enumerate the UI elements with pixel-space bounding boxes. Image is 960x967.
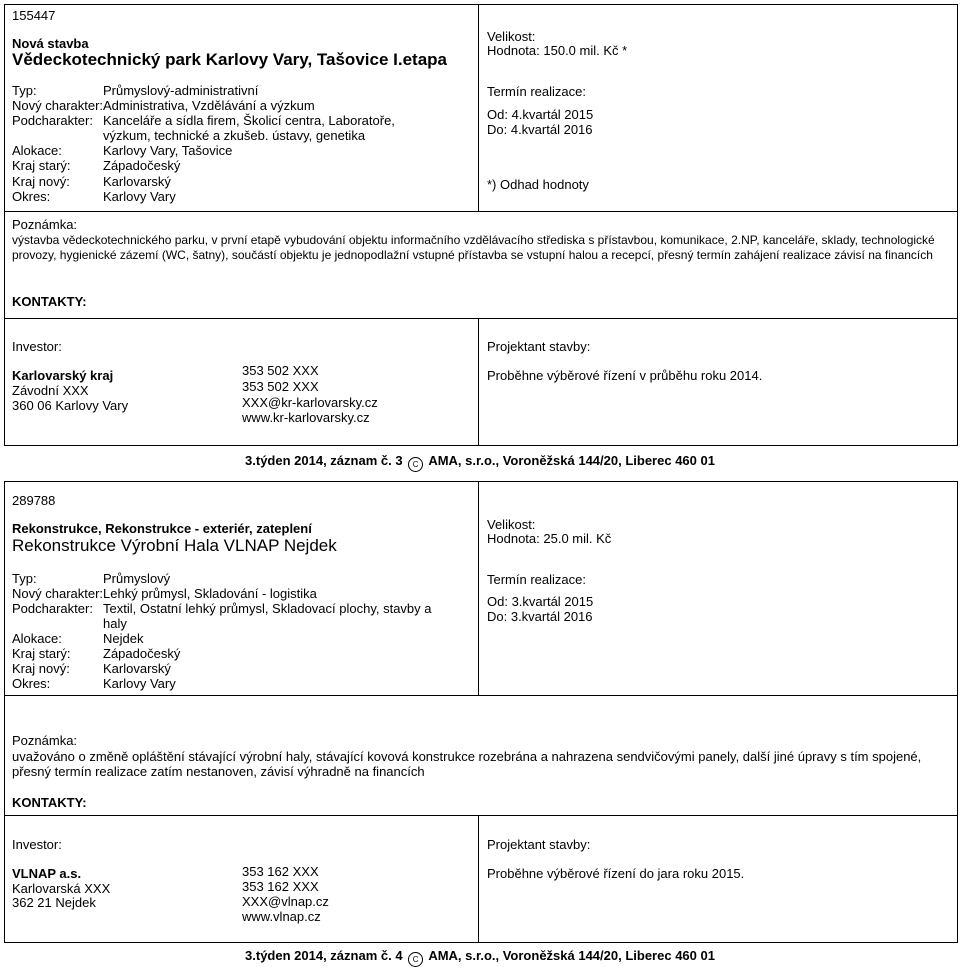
poznamka-label: Poznámka:	[12, 733, 78, 748]
termin-label: Termín realizace:	[487, 84, 586, 99]
termin-label: Termín realizace:	[487, 572, 586, 587]
investor-address-street: Závodní XXX	[12, 383, 89, 398]
typ-value: Průmyslový	[103, 571, 171, 586]
podcharakter-value-line1: Textil, Ostatní lehký průmysl, Skladovací plochy, stavby a	[103, 601, 432, 616]
investor-address-street: Karlovarská XXX	[12, 881, 111, 896]
okres-label: Okres:	[12, 676, 51, 691]
typ-label: Typ:	[12, 571, 37, 586]
novy-charakter-label: Nový charakter:	[12, 98, 104, 113]
okres-value: Karlovy Vary	[103, 189, 176, 204]
kraj-stary-value: Západočeský	[103, 646, 181, 661]
projektant-label: Projektant stavby:	[487, 837, 591, 852]
copyright-icon: C	[408, 952, 423, 967]
projektant-value: Proběhne výběrové řízení do jara roku 2015.	[487, 866, 745, 881]
alokace-label: Alokace:	[12, 143, 62, 158]
kraj-novy-value: Karlovarský	[103, 661, 171, 676]
poznamka-text: uvažováno o změně opláštění stávající výrobní haly, stávající kovová konstrukce rozebrána a nahrazena sendvičovými panely, další jiné úpravy s tím spojené, přesný termín realizace zatím nestanoven, závisí výhradně na financích	[12, 749, 922, 779]
projektant-value: Proběhne výběrové řízení v průběhu roku 2014.	[487, 368, 763, 383]
kraj-stary-label: Kraj starý:	[12, 646, 71, 661]
kraj-stary-label: Kraj starý:	[12, 158, 71, 173]
kraj-novy-label: Kraj nový:	[12, 174, 70, 189]
footer-company: AMA, s.r.o., Voroněžská 144/20, Liberec 460 01	[428, 948, 715, 963]
kraj-novy-label: Kraj nový:	[12, 661, 70, 676]
podcharakter-value-line2: haly	[103, 616, 127, 631]
investor-website[interactable]: www.kr-karlovarsky.cz	[242, 410, 370, 425]
typ-value: Průmyslový-administrativní	[103, 83, 259, 98]
record-subtitle: Nová stavba	[12, 36, 89, 51]
investor-phone: 353 502 XXX	[242, 363, 319, 378]
hodnota-value: Hodnota: 25.0 mil. Kč	[487, 531, 612, 546]
record-footer	[0, 453, 960, 472]
podcharakter-value-line2: výzkum, technické a zkušeb. ústavy, genetika	[103, 128, 366, 143]
typ-label: Typ:	[12, 83, 37, 98]
hodnota-value: Hodnota: 150.0 mil. Kč *	[487, 43, 628, 58]
record-subtitle: Rekonstrukce, Rekonstrukce - exteriér, zateplení	[12, 521, 312, 536]
investor-phone: 353 162 XXX	[242, 864, 319, 879]
termin-od: Od: 4.kvartál 2015	[487, 107, 594, 122]
record-2-column-divider	[478, 481, 479, 695]
alokace-label: Alokace:	[12, 631, 62, 646]
copyright-icon: C	[408, 457, 423, 472]
record-2-header-divider	[4, 695, 958, 696]
investor-name: Karlovarský kraj	[12, 368, 114, 383]
record-1-contacts-divider	[4, 318, 958, 319]
investor-fax: 353 502 XXX	[242, 379, 319, 394]
velikost-label: Velikost:	[487, 29, 536, 44]
investor-address-city: 362 21 Nejdek	[12, 895, 96, 910]
footer-week: 3.týden 2014, záznam č. 3	[245, 453, 403, 468]
footer-week: 3.týden 2014, záznam č. 4	[245, 948, 403, 963]
poznamka-text: výstavba vědeckotechnického parku, v první etapě vybudování objektu informačního vzdělávacího střediska s přístavbou, komunikace, 2.NP, kanceláře, sklady, technologické provozy, hygienické zázemí (WC, šatny), součástí objektu je jednopodlažní vstupné přístavba se vstupní halou a recepcí, přesný termín zahájení realizace závisí na financích	[12, 233, 935, 262]
record-title: Rekonstrukce Výrobní Hala VLNAP Nejdek	[12, 536, 337, 555]
record-1	[4, 4, 958, 446]
record-footer	[0, 948, 960, 967]
record-id: 289788	[12, 493, 56, 508]
investor-label: Investor:	[12, 837, 62, 852]
okres-label: Okres:	[12, 189, 51, 204]
investor-name: VLNAP a.s.	[12, 866, 82, 881]
podcharakter-label: Podcharakter:	[12, 601, 93, 616]
novy-charakter-value: Administrativa, Vzdělávání a výzkum	[103, 98, 315, 113]
investor-fax: 353 162 XXX	[242, 879, 319, 894]
record-1-contacts-column-divider	[478, 318, 479, 446]
investor-address-city: 360 06 Karlovy Vary	[12, 398, 129, 413]
novy-charakter-value: Lehký průmysl, Skladování - logistika	[103, 586, 317, 601]
podcharakter-value-line1: Kanceláře a sídla firem, Školicí centra, Laboratoře,	[103, 113, 395, 128]
odhad-note: *) Odhad hodnoty	[487, 177, 589, 192]
kontakty-label: KONTAKTY:	[12, 294, 87, 309]
alokace-value: Nejdek	[103, 631, 144, 646]
poznamka-label: Poznámka:	[12, 217, 78, 232]
investor-label: Investor:	[12, 339, 62, 354]
record-2-contacts-column-divider	[478, 815, 479, 943]
okres-value: Karlovy Vary	[103, 676, 176, 691]
alokace-value: Karlovy Vary, Tašovice	[103, 143, 233, 158]
footer-company: AMA, s.r.o., Voroněžská 144/20, Liberec 460 01	[428, 453, 715, 468]
podcharakter-label: Podcharakter:	[12, 113, 93, 128]
record-title: Vědeckotechnický park Karlovy Vary, Tašovice I.etapa	[12, 50, 447, 69]
record-id: 155447	[12, 8, 56, 23]
kontakty-label: KONTAKTY:	[12, 795, 87, 810]
record-1-header-divider	[4, 211, 958, 212]
record-2-contacts-divider	[4, 815, 958, 816]
kraj-novy-value: Karlovarský	[103, 174, 171, 189]
record-1-column-divider	[478, 4, 479, 211]
kraj-stary-value: Západočeský	[103, 158, 181, 173]
investor-website[interactable]: www.vlnap.cz	[242, 909, 321, 924]
termin-do: Do: 3.kvartál 2016	[487, 609, 593, 624]
novy-charakter-label: Nový charakter:	[12, 586, 104, 601]
projektant-label: Projektant stavby:	[487, 339, 591, 354]
investor-email[interactable]: XXX@vlnap.cz	[242, 894, 329, 909]
velikost-label: Velikost:	[487, 517, 536, 532]
investor-email[interactable]: XXX@kr-karlovarsky.cz	[242, 395, 378, 410]
termin-od: Od: 3.kvartál 2015	[487, 594, 594, 609]
termin-do: Do: 4.kvartál 2016	[487, 122, 593, 137]
